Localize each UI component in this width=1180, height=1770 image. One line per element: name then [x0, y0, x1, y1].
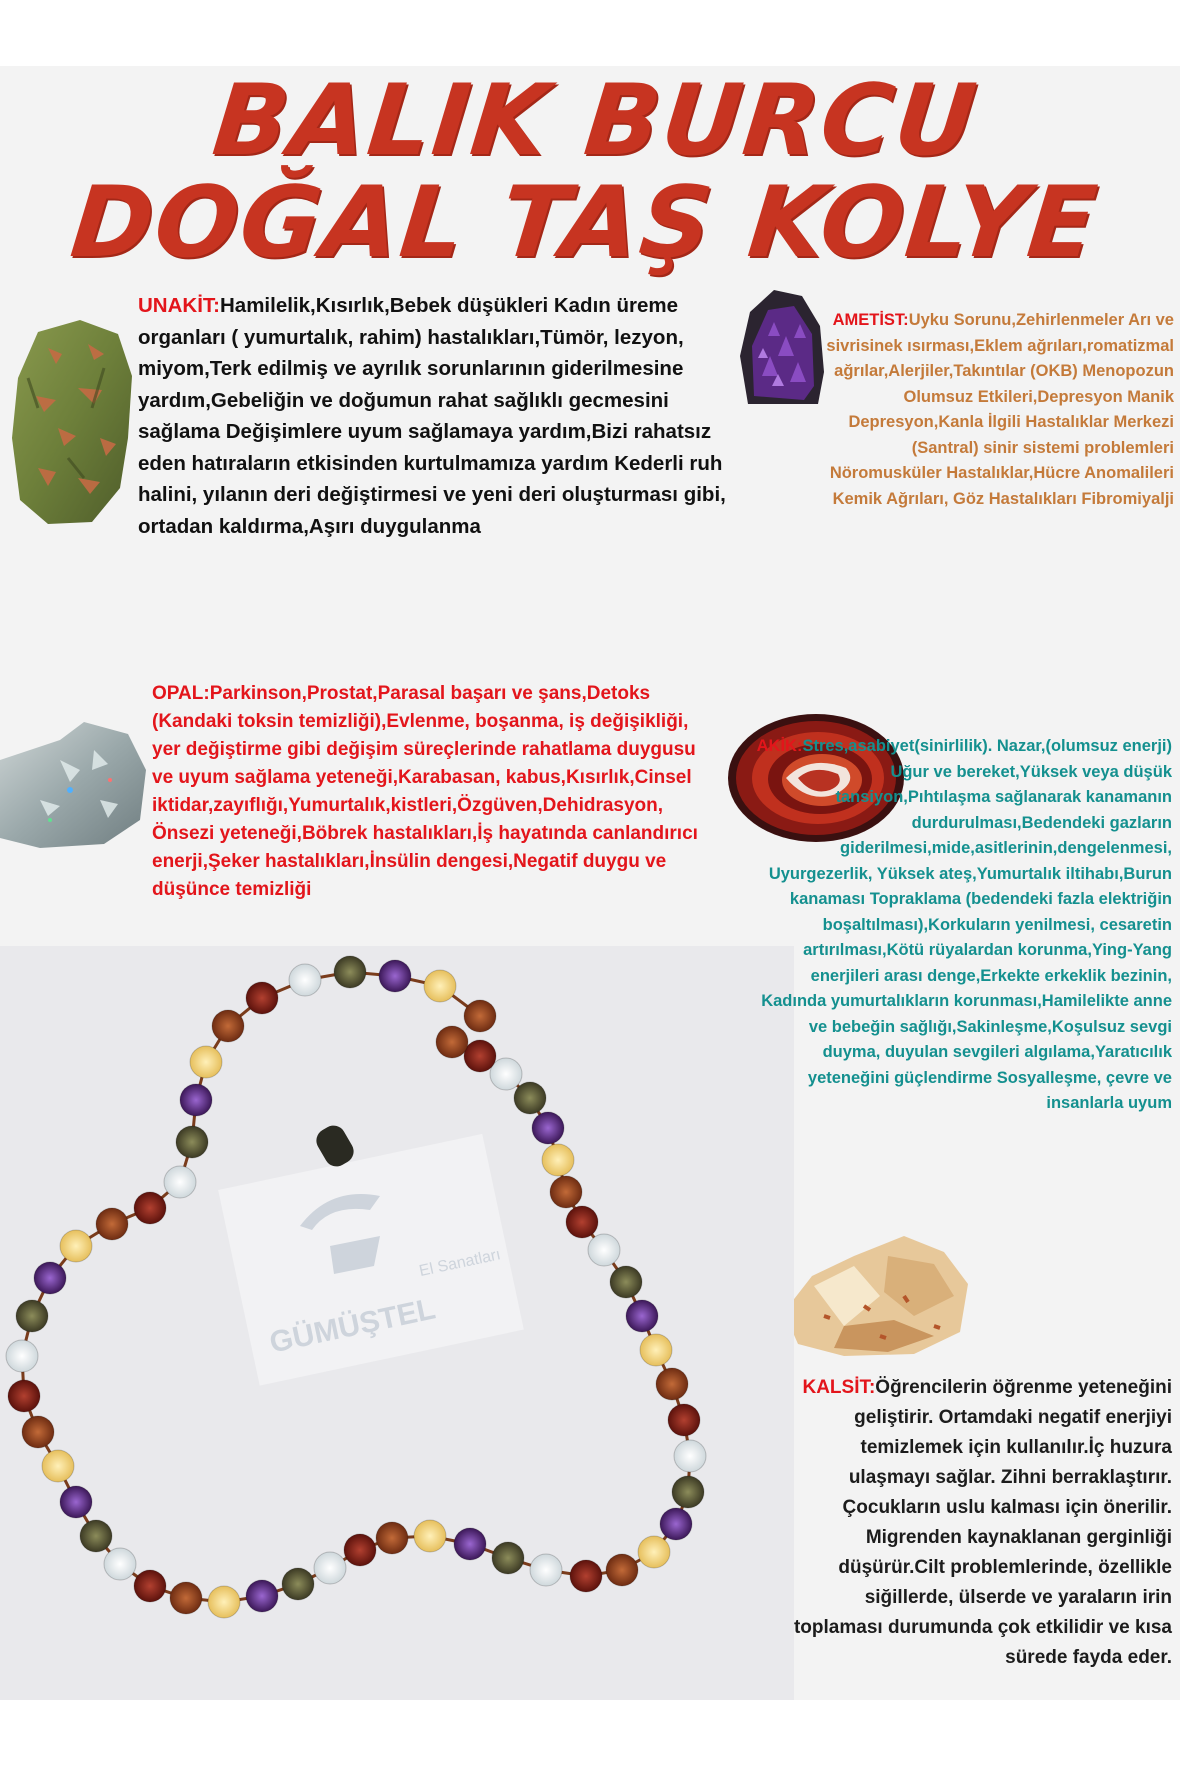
title-line-1: BALIK BURCU	[207, 64, 983, 178]
necklace-bead	[542, 1144, 574, 1176]
kalsit-label: KALSİT:	[802, 1377, 876, 1398]
necklace-bead	[212, 1010, 244, 1042]
kalsit-description	[778, 1373, 1172, 1673]
necklace-bead	[464, 1000, 496, 1032]
necklace-bead	[180, 1084, 212, 1116]
necklace-bead	[492, 1542, 524, 1574]
page-title	[0, 64, 1180, 280]
necklace-bead	[34, 1262, 66, 1294]
necklace-bead	[289, 964, 321, 996]
title-line-2: DOĞAL TAŞ KOLYE	[65, 166, 1104, 280]
opal-stone-image	[0, 720, 150, 850]
necklace-bead	[314, 1552, 346, 1584]
ametist-label: AMETİST:	[832, 311, 909, 329]
opal-text: Parkinson,Prostat,Parasal başarı ve şans,Detoks (Kandaki toksin temizliği),Evlenme, boşanma, iş değişikliği, yer değiştirme gibi değişim süreçlerinde rahatlama duygusu ve uyum sağlama yeteneği,Karabasan, kabus,Kısırlık,Cinsel iktidar,zayıflığı,Yumurtalık,kistleri,Özgüven,Dehidrasyon, Önsezi yeteneği,Böbrek hastalıkları,İş hayatında canlandırıcı enerji,Şeker hastalıkları,İnsülin dengesi,Negatif duygu ve düşünce temizliği	[152, 683, 698, 900]
ametist-description	[814, 308, 1174, 512]
necklace-bead	[550, 1176, 582, 1208]
unakite-stone-image	[8, 318, 136, 526]
watermark-brand: GÜMÜŞTEL	[266, 1292, 439, 1360]
necklace-bead	[566, 1206, 598, 1238]
necklace-bead	[606, 1554, 638, 1586]
calcite-stone-image	[784, 1236, 970, 1356]
necklace-bead	[464, 1040, 496, 1072]
necklace-bead	[134, 1192, 166, 1224]
necklace-bead	[134, 1570, 166, 1602]
necklace-bead	[530, 1554, 562, 1586]
necklace-bead	[8, 1380, 40, 1412]
necklace-bead	[208, 1586, 240, 1618]
necklace-bead	[60, 1486, 92, 1518]
opal-description	[152, 680, 712, 904]
opal-label: OPAL:	[152, 683, 210, 704]
necklace-bead	[80, 1520, 112, 1552]
necklace-bead	[514, 1082, 546, 1114]
necklace-bead	[532, 1112, 564, 1144]
necklace-bead	[42, 1450, 74, 1482]
necklace-bead	[104, 1548, 136, 1580]
necklace-bead	[626, 1300, 658, 1332]
necklace-bead	[60, 1230, 92, 1262]
necklace-bead	[344, 1534, 376, 1566]
necklace-bead	[190, 1046, 222, 1078]
necklace-bead	[436, 1026, 468, 1058]
necklace-bead	[282, 1568, 314, 1600]
kalsit-text: Öğrencilerin öğrenme yeteneğini geliştirir. Ortamdaki negatif enerjiyi temizlemek için kullanılır.İç huzura ulaşmayı sağlar. Zihni berraklaştırır. Çocukların uslu kalması için önerilir. Migrenden kaynaklanan gerginliği düşürür.Cilt problemlerinde, özellikle siğillerde, ülserde ve yaraların irin toplaması durumunda çok etkilidir ve kısa sürede fayda eder.	[793, 1377, 1172, 1668]
necklace-bead	[672, 1476, 704, 1508]
watermark-subtitle: El Sanatları	[417, 1246, 503, 1281]
amethyst-cluster-image	[734, 286, 826, 406]
necklace-bead	[334, 956, 366, 988]
akik-label: AKİK:	[756, 737, 803, 755]
necklace-bead	[246, 982, 278, 1014]
necklace-bead	[638, 1536, 670, 1568]
necklace-bead	[22, 1416, 54, 1448]
necklace-bead	[96, 1208, 128, 1240]
necklace-bead	[640, 1334, 672, 1366]
necklace-bead	[668, 1404, 700, 1436]
unakit-label: UNAKİT:	[138, 294, 220, 317]
necklace-bead	[170, 1582, 202, 1614]
necklace-bead	[656, 1368, 688, 1400]
necklace-bead	[16, 1300, 48, 1332]
necklace-bead	[414, 1520, 446, 1552]
necklace-bead	[176, 1126, 208, 1158]
necklace-bead	[6, 1340, 38, 1372]
necklace-bead	[588, 1234, 620, 1266]
unakit-description	[138, 290, 738, 542]
akik-description	[748, 734, 1172, 1117]
necklace-bead	[379, 960, 411, 992]
necklace-bead	[454, 1528, 486, 1560]
ametist-text: Uyku Sorunu,Zehirlenmeler Arı ve sivrisinek ısırması,Eklem ağrıları,romatizmal ağrılar,Alerjiler,Takıntılar (OKB) Menopozun Olumsuz Etkileri,Depresyon Manik Depresyon,Kanla İlgili Hastalıklar Merkezi (Santral) sinir sistemi problemleri Nöromusküler Hastalıklar,Hücre Anomalileri Kemik Ağrıları, Göz Hastalıkları Fibromiyalji	[826, 311, 1174, 508]
necklace-bead	[164, 1166, 196, 1198]
necklace-bead	[424, 970, 456, 1002]
akik-text: Stres,asabiyet(sinirlilik). Nazar,(olumsuz enerji) Uğur ve bereket,Yüksek veya düşük tansiyon,Pıhtılaşma sağlanarak kanamanın durdurulması,Bedendeki gazların giderilmesi,mide,asitlerinin,dengelenmesi, Uyurgezerlik, Yüksek ateş,Yumurtalık iltihabı,Burun kanaması Topraklama (bedendeki fazla elektriğin boşaltılması),Korkuların yenilmesi, cesaretin artırılması,Kötü rüyalardan korunma,Ying-Yang enerjileri arası denge,Erkekte erkeklik bezinin, Kadında yumurtalıkların korunması,Hamilelikte anne ve bebeğin sağlığı,Sakinleşme,Koşulsuz sevgi duyma, duyulan sevgileri algılama,Yaratıcılık yeteneğini güçlendirme Sosyalleşme, çevre ve insanlarla uyum	[761, 737, 1172, 1112]
necklace-bead	[674, 1440, 706, 1472]
necklace-bead	[376, 1522, 408, 1554]
necklace-bead	[246, 1580, 278, 1612]
necklace-bead	[660, 1508, 692, 1540]
necklace-photo	[0, 946, 794, 1700]
necklace-bead	[610, 1266, 642, 1298]
unakit-text: Hamilelik,Kısırlık,Bebek düşükleri Kadın üreme organları ( yumurtalık, rahim) hastalıkları,Tümör, lezyon, miyom,Terk edilmiş ve ayrılık sorunlarının giderilmesine yardım,Gebeliğin ve doğumun rahat sağlıklı gecmesini sağlama Değişimlere uyum sağlamaya yardım,Bizi rahatsız eden hatıraların etkisinden kurtulmamıza yardım Kederli ruh halini, yılanın deri değiştirmesi ve yeni deri oluşturması gibi, ortadan kaldırma,Aşırı duygulanma	[138, 294, 726, 538]
necklace-bead	[570, 1560, 602, 1592]
